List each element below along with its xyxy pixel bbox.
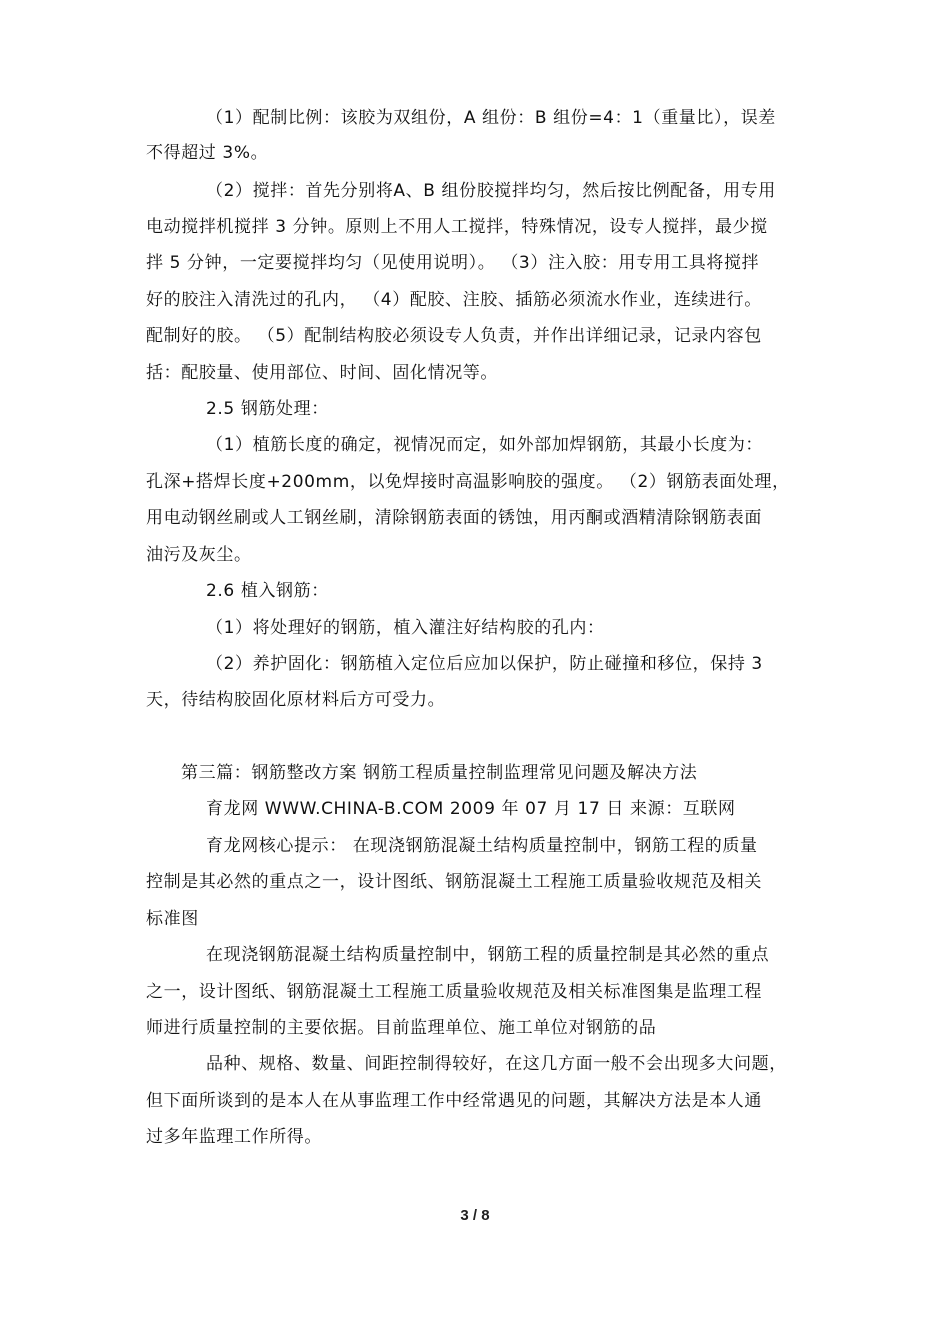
text-line: 师进行质量控制的主要依据。目前监理单位、施工单位对钢筋的品 — [146, 1018, 657, 1038]
section-heading: 2.6 植入钢筋： — [206, 581, 329, 601]
text-line: 在现浇钢筋混凝土结构质量控制中，钢筋工程的质量控制是其必然的重点 — [206, 945, 770, 965]
page-number: 3 / 8 — [460, 1207, 490, 1224]
text-line: 育龙网核心提示： 在现浇钢筋混凝土结构质量控制中，钢筋工程的质量 — [206, 836, 758, 856]
article-title: 第三篇：钢筋整改方案 钢筋工程质量控制监理常见问题及解决方法 — [181, 763, 698, 783]
text-line: 用电动钢丝刷或人工钢丝刷，清除钢筋表面的锈蚀，用丙酮或酒精清除钢筋表面 — [146, 508, 762, 528]
section-heading: 2.5 钢筋处理： — [206, 399, 329, 419]
text-line: 过多年监理工作所得。 — [146, 1127, 322, 1147]
text-line: 油污及灰尘。 — [146, 545, 252, 565]
text-line: （1）将处理好的钢筋，植入灌注好结构胶的孔内： — [206, 618, 605, 638]
text-line: 但下面所谈到的是本人在从事监理工作中经常遇见的问题，其解决方法是本人通 — [146, 1091, 762, 1111]
text-line: 括：配胶量、使用部位、时间、固化情况等。 — [146, 363, 498, 383]
text-line: 好的胶注入清洗过的孔内， （4）配胶、注胶、插筋必须流水作业，连续进行。 — [146, 290, 762, 310]
text-line: 之一，设计图纸、钢筋混凝土工程施工质量验收规范及相关标准图集是监理工程 — [146, 982, 762, 1002]
text-line: （2）养护固化：钢筋植入定位后应加以保护，防止碰撞和移位，保持 3 — [206, 654, 763, 674]
text-line: 控制是其必然的重点之一，设计图纸、钢筋混凝土工程施工质量验收规范及相关 — [146, 872, 762, 892]
article-source: 育龙网 WWW.CHINA-B.COM 2009 年 07 月 17 日 来源：互联网 — [206, 799, 736, 819]
text-line: （1）配制比例：该胶为双组份，A 组份：B 组份=4：1（重量比），误差 — [206, 108, 776, 128]
text-line: 电动搅拌机搅拌 3 分钟。原则上不用人工搅拌，特殊情况，设专人搅拌，最少搅 — [146, 217, 768, 237]
text-line: 不得超过 3%。 — [146, 143, 269, 163]
text-line: 品种、规格、数量、间距控制得较好，在这几方面一般不会出现多大问题， — [206, 1054, 787, 1074]
text-line: 拌 5 分钟，一定要搅拌均匀（见使用说明）。 （3）注入胶：用专用工具将搅拌 — [146, 253, 760, 273]
text-line: 标准图 — [146, 909, 199, 929]
text-line: （1）植筋长度的确定，视情况而定，如外部加焊钢筋，其最小长度为： — [206, 435, 764, 455]
text-line: 天，待结构胶固化原材料后方可受力。 — [146, 690, 446, 710]
text-line: 孔深+搭焊长度+200mm，以免焊接时高温影响胶的强度。 （2）钢筋表面处理， — [146, 472, 790, 492]
text-line: 配制好的胶。 （5）配制结构胶必须设专人负责，并作出详细记录，记录内容包 — [146, 326, 762, 346]
text-line: （2）搅拌：首先分别将A、B 组份胶搅拌均匀，然后按比例配备，用专用 — [206, 181, 776, 201]
